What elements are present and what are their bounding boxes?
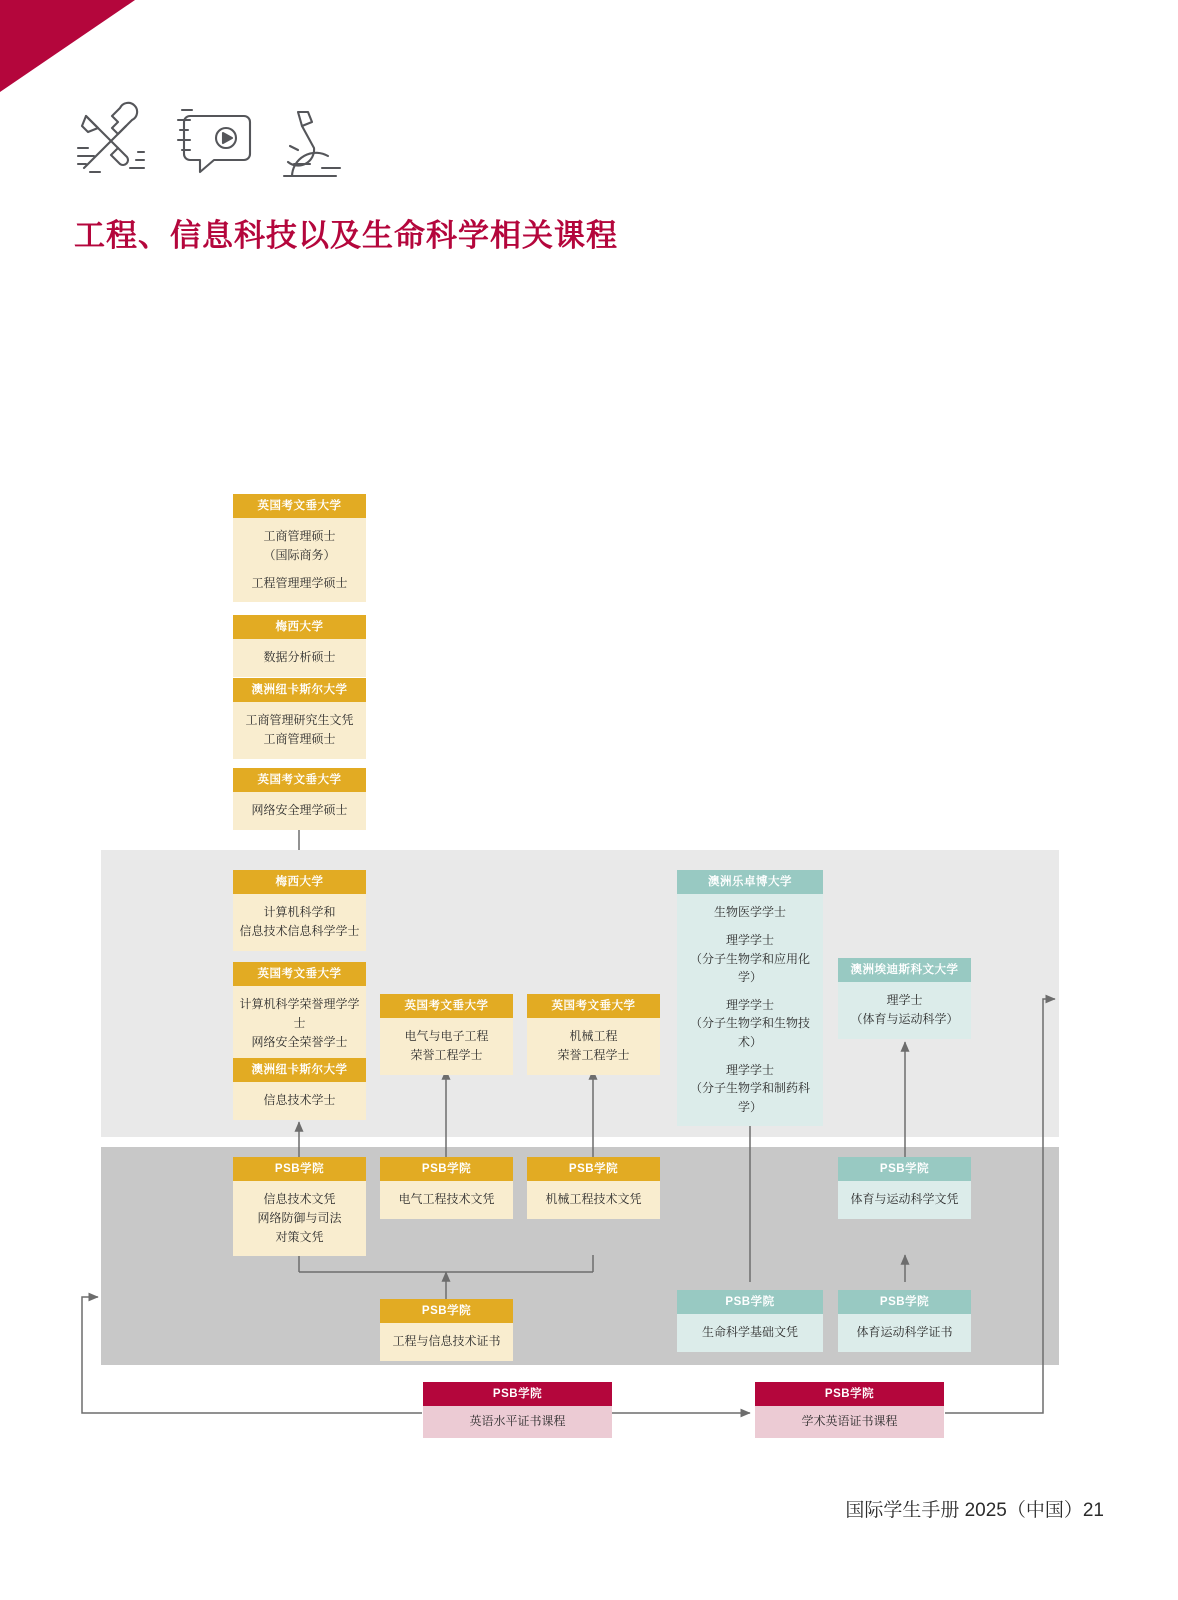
node-head: 澳洲乐卓博大学 [677, 870, 823, 894]
node-massey-computer-science[interactable] [233, 870, 366, 951]
node-head: 梅西大学 [233, 870, 366, 894]
node-body: 工商管理研究生文凭 工商管理硕士 [233, 702, 366, 758]
node-head: 英国考文垂大学 [233, 494, 366, 518]
node-coventry-cs-honours[interactable] [233, 962, 366, 1061]
node-head: PSB学院 [423, 1382, 612, 1406]
node-head: PSB学院 [677, 1290, 823, 1314]
node-body: 理学士 （体育与运动科学） [838, 982, 971, 1038]
node-body: 机械工程 荣誉工程学士 [527, 1018, 660, 1074]
node-psb-mechanical-diploma[interactable] [527, 1157, 660, 1219]
node-head: 英国考文垂大学 [233, 768, 366, 792]
node-body: 生命科学基础文凭 [677, 1314, 823, 1352]
node-head: 梅西大学 [233, 615, 366, 639]
node-latrobe-biomedical[interactable] [677, 870, 823, 1126]
node-head: PSB学院 [755, 1382, 944, 1406]
node-head: 澳洲纽卡斯尔大学 [233, 1058, 366, 1082]
node-psb-english-proficiency-certificate[interactable] [423, 1382, 612, 1438]
node-body: 数据分析硕士 [233, 639, 366, 677]
node-psb-academic-english-certificate[interactable] [755, 1382, 944, 1438]
node-body: 电气与电子工程 荣誉工程学士 [380, 1018, 513, 1074]
node-body: 计算机科学荣誉理学学士 网络安全荣誉学士 [233, 986, 366, 1061]
node-head: 英国考文垂大学 [233, 962, 366, 986]
node-body: 工商管理硕士 （国际商务） 工程管理理学硕士 [233, 518, 366, 602]
page-footer: 国际学生手册 2025（中国）21 [845, 1500, 1104, 1521]
node-head: PSB学院 [527, 1157, 660, 1181]
node-newcastle-pgd-mba[interactable] [233, 678, 366, 759]
node-psb-life-science-diploma[interactable] [677, 1290, 823, 1352]
node-body: 电气工程技术文凭 [380, 1181, 513, 1219]
node-head: 澳洲纽卡斯尔大学 [233, 678, 366, 702]
node-body: 信息技术学士 [233, 1082, 366, 1120]
node-head: PSB学院 [380, 1299, 513, 1323]
node-body: 学术英语证书课程 [755, 1406, 944, 1438]
node-head: PSB学院 [838, 1290, 971, 1314]
node-head: 澳洲埃迪斯科文大学 [838, 958, 971, 982]
node-newcastle-bachelor-it[interactable] [233, 1058, 366, 1120]
node-coventry-cybersecurity-msc[interactable] [233, 768, 366, 830]
node-coventry-mba[interactable] [233, 494, 366, 602]
node-body: 机械工程技术文凭 [527, 1181, 660, 1219]
node-body: 生物医学学士 理学学士 （分子生物学和应用化学） 理学学士 （分子生物学和生物技术） 理学学士 （分子生物学和制药科学） [677, 894, 823, 1126]
node-body: 计算机科学和 信息技术信息科学学士 [233, 894, 366, 950]
node-psb-it-diploma[interactable] [233, 1157, 366, 1256]
node-coventry-mechanical[interactable] [527, 994, 660, 1075]
node-psb-sport-science-diploma[interactable] [838, 1157, 971, 1219]
node-head: PSB学院 [380, 1157, 513, 1181]
node-psb-electrical-diploma[interactable] [380, 1157, 513, 1219]
node-body: 信息技术文凭 网络防御与司法 对策文凭 [233, 1181, 366, 1256]
node-head: PSB学院 [838, 1157, 971, 1181]
node-head: 英国考文垂大学 [380, 994, 513, 1018]
node-body: 工程与信息技术证书 [380, 1323, 513, 1361]
node-psb-sport-science-certificate[interactable] [838, 1290, 971, 1352]
node-head: PSB学院 [233, 1157, 366, 1181]
node-body: 网络安全理学硕士 [233, 792, 366, 830]
node-edith-cowan-sport-science[interactable] [838, 958, 971, 1039]
node-body: 英语水平证书课程 [423, 1406, 612, 1438]
node-body: 体育运动科学证书 [838, 1314, 971, 1352]
node-body: 体育与运动科学文凭 [838, 1181, 971, 1219]
node-massey-data-analytics[interactable] [233, 615, 366, 677]
node-coventry-electrical-electronic[interactable] [380, 994, 513, 1075]
node-head: 英国考文垂大学 [527, 994, 660, 1018]
page-title: 工程、信息科技以及生命科学相关课程 [74, 218, 618, 253]
node-psb-engineering-it-certificate[interactable] [380, 1299, 513, 1361]
